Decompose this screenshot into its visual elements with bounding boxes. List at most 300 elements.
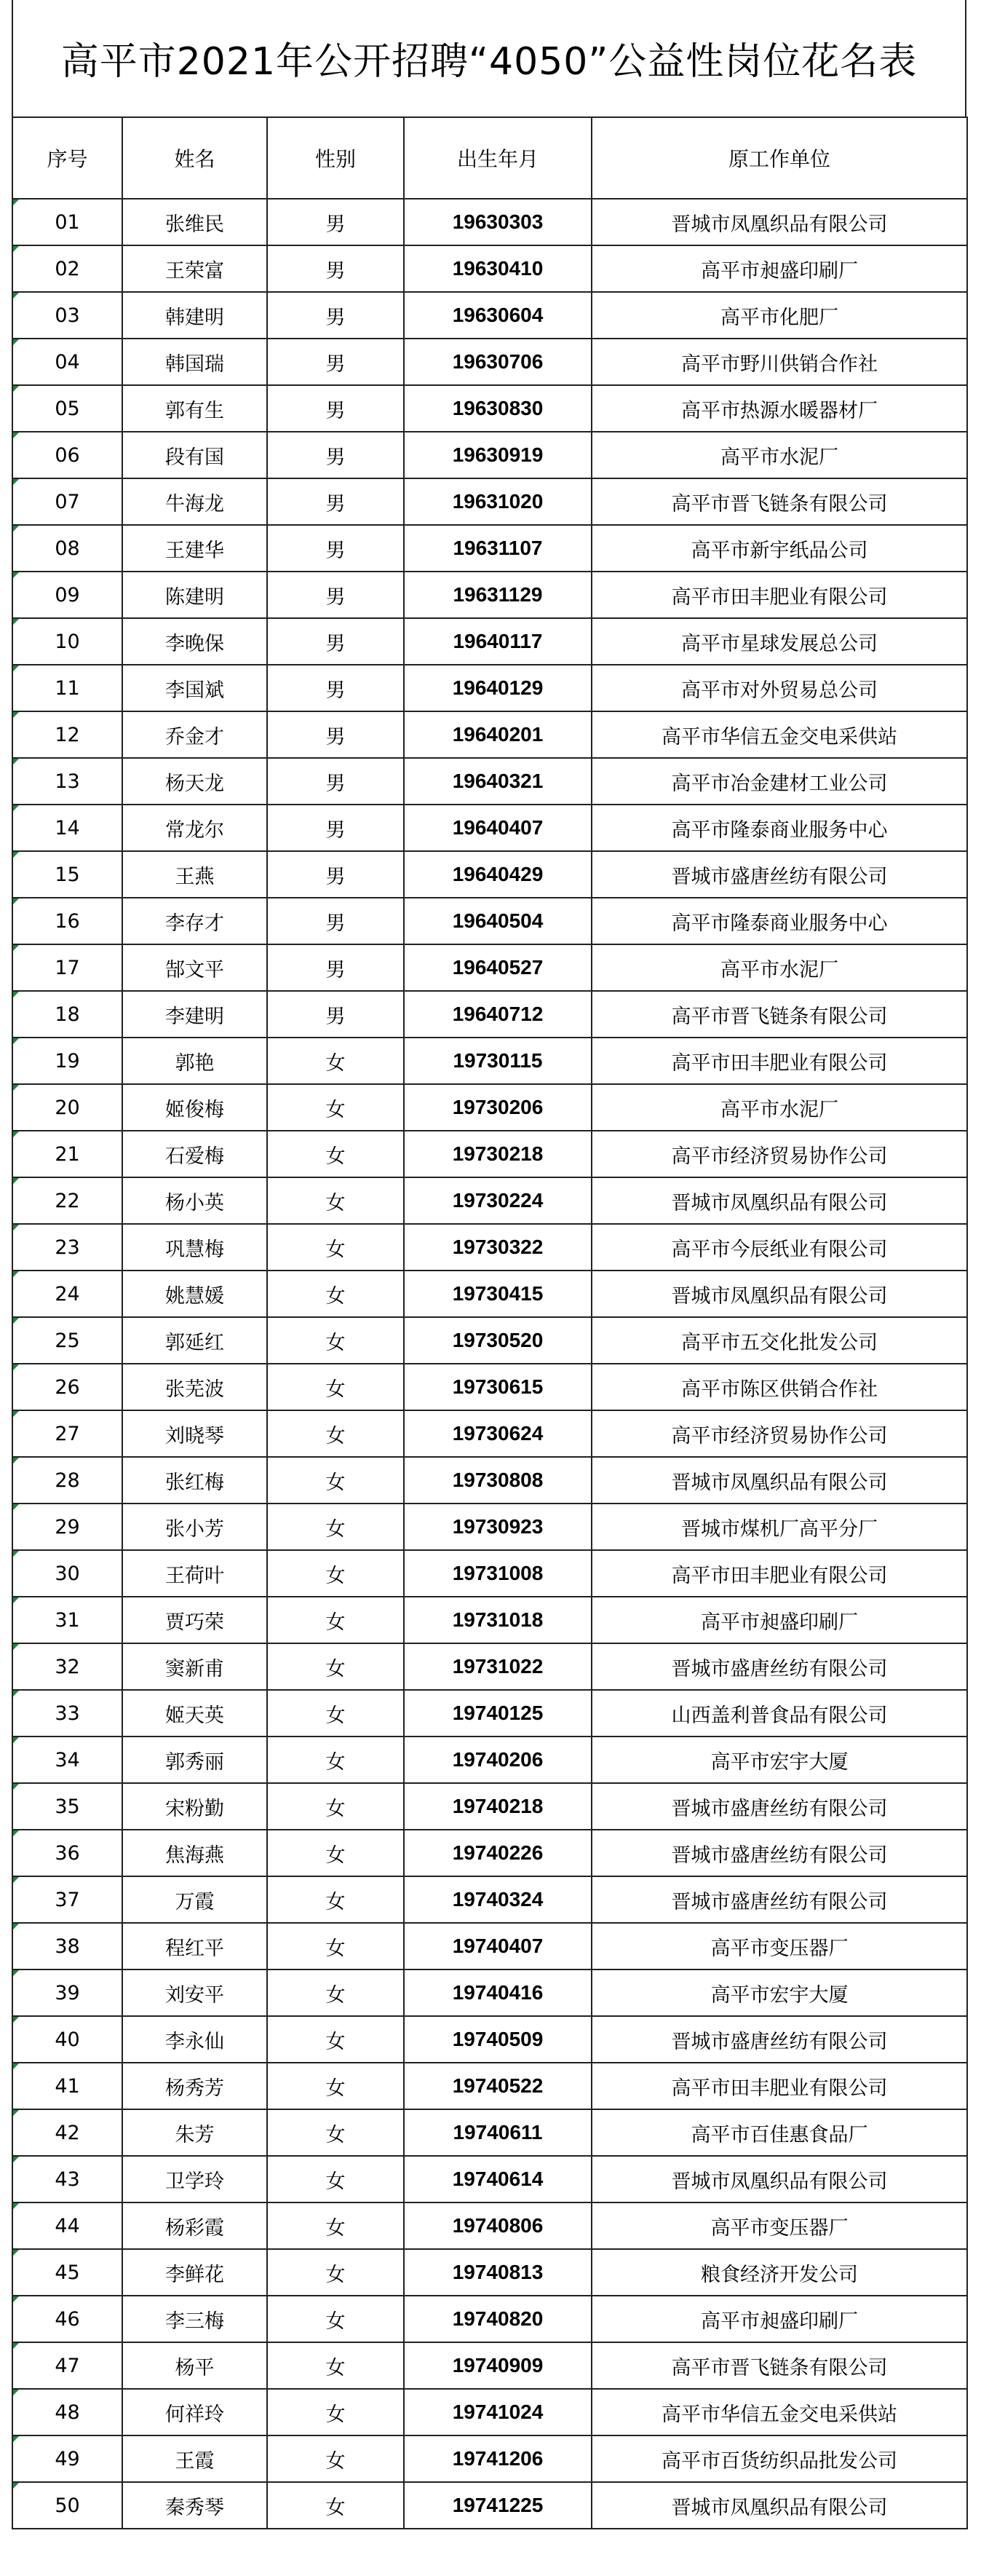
- cell-gender: 男: [267, 851, 404, 898]
- cell-name: 巩慧梅: [122, 1224, 267, 1271]
- cell-name: 杨彩霞: [122, 2202, 267, 2249]
- table-row: [12, 1177, 967, 1224]
- cell-seq: 32: [12, 1643, 122, 1690]
- cell-seq: 22: [12, 1177, 122, 1224]
- cell-seq: 28: [12, 1457, 122, 1504]
- cell-birth-date: 19730218: [404, 1131, 592, 1177]
- cell-birth-date: 19741206: [404, 2435, 592, 2482]
- cell-name: 姬天英: [122, 1690, 267, 1737]
- cell-birth-date: 19730322: [404, 1224, 592, 1271]
- cell-seq: 16: [12, 898, 122, 944]
- cell-gender: 女: [267, 1643, 404, 1690]
- cell-birth-date: 19630410: [404, 245, 592, 292]
- cell-seq: 36: [12, 1830, 122, 1876]
- cell-birth-date: 19740614: [404, 2156, 592, 2202]
- table-row: [12, 339, 967, 385]
- cell-name: 韩建明: [122, 292, 267, 339]
- cell-birth-date: 19640321: [404, 758, 592, 805]
- cell-birth-date: 19730224: [404, 1177, 592, 1224]
- cell-seq: 38: [12, 1923, 122, 1969]
- cell-name: 杨小英: [122, 1177, 267, 1224]
- cell-name: 郜文平: [122, 944, 267, 991]
- cell-gender: 女: [267, 2389, 404, 2435]
- cell-former-employer: 晋城市盛唐丝纺有限公司: [592, 851, 967, 898]
- cell-former-employer: 高平市晋飞链条有限公司: [592, 478, 967, 525]
- cell-former-employer: 高平市宏宇大厦: [592, 1969, 967, 2016]
- cell-gender: 女: [267, 1690, 404, 1737]
- cell-name: 郭有生: [122, 385, 267, 432]
- cell-birth-date: 19740522: [404, 2063, 592, 2109]
- cell-gender: 女: [267, 2063, 404, 2109]
- header-row: [12, 117, 967, 199]
- cell-former-employer: 高平市宏宇大厦: [592, 1737, 967, 1783]
- cell-birth-date: 19731022: [404, 1643, 592, 1690]
- cell-former-employer: 晋城市煤机厂高平分厂: [592, 1504, 967, 1550]
- cell-gender: 女: [267, 1410, 404, 1457]
- cell-gender: 女: [267, 1131, 404, 1177]
- table-row: [12, 2063, 967, 2109]
- cell-seq: 41: [12, 2063, 122, 2109]
- cell-former-employer: 晋城市盛唐丝纺有限公司: [592, 1876, 967, 1923]
- cell-gender: 男: [267, 525, 404, 572]
- cell-gender: 女: [267, 1084, 404, 1131]
- cell-gender: 女: [267, 2249, 404, 2296]
- cell-name: 段有国: [122, 432, 267, 478]
- table-row: [12, 2342, 967, 2389]
- table-row: [12, 2389, 967, 2435]
- cell-seq: 18: [12, 991, 122, 1038]
- cell-seq: 14: [12, 805, 122, 851]
- table-row: [12, 432, 967, 478]
- cell-gender: 女: [267, 2016, 404, 2063]
- table-row: [12, 1410, 967, 1457]
- cell-name: 贾巧荣: [122, 1597, 267, 1643]
- cell-seq: 23: [12, 1224, 122, 1271]
- cell-seq: 11: [12, 665, 122, 711]
- cell-former-employer: 高平市华信五金交电采供站: [592, 2389, 967, 2435]
- cell-birth-date: 19730520: [404, 1317, 592, 1364]
- cell-gender: 女: [267, 1923, 404, 1969]
- table-body: [12, 199, 967, 2529]
- cell-name: 李鲜花: [122, 2249, 267, 2296]
- cell-former-employer: 高平市田丰肥业有限公司: [592, 2063, 967, 2109]
- cell-former-employer: 高平市水泥厂: [592, 944, 967, 991]
- cell-birth-date: 19730615: [404, 1364, 592, 1410]
- cell-birth-date: 19640407: [404, 805, 592, 851]
- cell-seq: 42: [12, 2109, 122, 2156]
- cell-seq: 29: [12, 1504, 122, 1550]
- cell-name: 张芜波: [122, 1364, 267, 1410]
- cell-name: 王燕: [122, 851, 267, 898]
- cell-name: 常龙尔: [122, 805, 267, 851]
- cell-name: 王建华: [122, 525, 267, 572]
- cell-seq: 49: [12, 2435, 122, 2482]
- cell-former-employer: 高平市对外贸易总公司: [592, 665, 967, 711]
- table-row: [12, 199, 967, 245]
- cell-name: 焦海燕: [122, 1830, 267, 1876]
- cell-birth-date: 19740218: [404, 1783, 592, 1830]
- table-row: [12, 1084, 967, 1131]
- cell-birth-date: 19631107: [404, 525, 592, 572]
- cell-seq: 24: [12, 1271, 122, 1317]
- cell-name: 张小芳: [122, 1504, 267, 1550]
- cell-name: 杨平: [122, 2342, 267, 2389]
- cell-former-employer: 高平市经济贸易协作公司: [592, 1131, 967, 1177]
- cell-birth-date: 19730206: [404, 1084, 592, 1131]
- header-name: 姓名: [122, 117, 267, 199]
- cell-gender: 男: [267, 199, 404, 245]
- cell-gender: 男: [267, 572, 404, 618]
- cell-seq: 03: [12, 292, 122, 339]
- cell-gender: 女: [267, 2296, 404, 2342]
- cell-former-employer: 山西盖利普食品有限公司: [592, 1690, 967, 1737]
- cell-name: 乔金才: [122, 711, 267, 758]
- cell-birth-date: 19741225: [404, 2482, 592, 2529]
- cell-name: 何祥玲: [122, 2389, 267, 2435]
- cell-former-employer: 高平市星球发展总公司: [592, 618, 967, 665]
- cell-gender: 男: [267, 478, 404, 525]
- table-row: [12, 1737, 967, 1783]
- cell-name: 宋粉勤: [122, 1783, 267, 1830]
- cell-name: 石爱梅: [122, 1131, 267, 1177]
- table-row: [12, 898, 967, 944]
- cell-name: 程红平: [122, 1923, 267, 1969]
- cell-birth-date: 19640504: [404, 898, 592, 944]
- cell-seq: 43: [12, 2156, 122, 2202]
- cell-name: 郭延红: [122, 1317, 267, 1364]
- cell-seq: 46: [12, 2296, 122, 2342]
- header-gender: 性别: [267, 117, 404, 199]
- cell-gender: 女: [267, 1830, 404, 1876]
- cell-birth-date: 19630303: [404, 199, 592, 245]
- cell-name: 郭秀丽: [122, 1737, 267, 1783]
- cell-gender: 男: [267, 339, 404, 385]
- cell-seq: 35: [12, 1783, 122, 1830]
- cell-gender: 女: [267, 1177, 404, 1224]
- cell-birth-date: 19640429: [404, 851, 592, 898]
- cell-gender: 女: [267, 1271, 404, 1317]
- table-row: [12, 1923, 967, 1969]
- cell-former-employer: 高平市田丰肥业有限公司: [592, 1550, 967, 1597]
- cell-birth-date: 19730624: [404, 1410, 592, 1457]
- cell-birth-date: 19740820: [404, 2296, 592, 2342]
- cell-birth-date: 19640527: [404, 944, 592, 991]
- cell-name: 王霞: [122, 2435, 267, 2482]
- table-row: [12, 2482, 967, 2529]
- cell-gender: 女: [267, 2342, 404, 2389]
- cell-former-employer: 高平市隆泰商业服务中心: [592, 898, 967, 944]
- cell-name: 郭艳: [122, 1038, 267, 1084]
- table-row: [12, 1038, 967, 1084]
- page-title: 高平市2021年公开招聘“4050”公益性岗位花名表: [12, 0, 966, 116]
- cell-former-employer: 高平市昶盛印刷厂: [592, 1597, 967, 1643]
- cell-name: 王荷叶: [122, 1550, 267, 1597]
- cell-gender: 女: [267, 1876, 404, 1923]
- cell-seq: 44: [12, 2202, 122, 2249]
- cell-name: 韩国瑞: [122, 339, 267, 385]
- table-row: [12, 385, 967, 432]
- cell-birth-date: 19740611: [404, 2109, 592, 2156]
- table-row: [12, 1830, 967, 1876]
- cell-gender: 女: [267, 2482, 404, 2529]
- cell-name: 李三梅: [122, 2296, 267, 2342]
- cell-seq: 04: [12, 339, 122, 385]
- cell-seq: 06: [12, 432, 122, 478]
- cell-birth-date: 19740407: [404, 1923, 592, 1969]
- table-row: [12, 1876, 967, 1923]
- table-row: [12, 572, 967, 618]
- table-row: [12, 2435, 967, 2482]
- cell-name: 牛海龙: [122, 478, 267, 525]
- cell-seq: 47: [12, 2342, 122, 2389]
- table-row: [12, 665, 967, 711]
- cell-gender: 女: [267, 2109, 404, 2156]
- cell-gender: 男: [267, 385, 404, 432]
- cell-seq: 27: [12, 1410, 122, 1457]
- cell-birth-date: 19730923: [404, 1504, 592, 1550]
- cell-birth-date: 19630604: [404, 292, 592, 339]
- cell-former-employer: 高平市化肥厂: [592, 292, 967, 339]
- cell-gender: 女: [267, 1317, 404, 1364]
- cell-birth-date: 19631129: [404, 572, 592, 618]
- cell-former-employer: 晋城市凤凰织品有限公司: [592, 1177, 967, 1224]
- cell-seq: 15: [12, 851, 122, 898]
- table-row: [12, 2249, 967, 2296]
- cell-seq: 48: [12, 2389, 122, 2435]
- cell-name: 张红梅: [122, 1457, 267, 1504]
- cell-name: 窦新甫: [122, 1643, 267, 1690]
- table-row: [12, 1457, 967, 1504]
- cell-name: 李晚保: [122, 618, 267, 665]
- cell-gender: 男: [267, 805, 404, 851]
- cell-birth-date: 19740909: [404, 2342, 592, 2389]
- cell-former-employer: 晋城市凤凰织品有限公司: [592, 2156, 967, 2202]
- cell-gender: 男: [267, 758, 404, 805]
- cell-former-employer: 高平市冶金建材工业公司: [592, 758, 967, 805]
- cell-name: 王荣富: [122, 245, 267, 292]
- cell-birth-date: 19740206: [404, 1737, 592, 1783]
- cell-seq: 50: [12, 2482, 122, 2529]
- table-row: [12, 991, 967, 1038]
- cell-former-employer: 高平市五交化批发公司: [592, 1317, 967, 1364]
- cell-name: 卫学玲: [122, 2156, 267, 2202]
- roster-sheet: [12, 0, 966, 2529]
- table-row: [12, 2296, 967, 2342]
- table-row: [12, 1783, 967, 1830]
- cell-gender: 女: [267, 1783, 404, 1830]
- table-row: [12, 944, 967, 991]
- cell-seq: 34: [12, 1737, 122, 1783]
- cell-seq: 39: [12, 1969, 122, 2016]
- cell-name: 刘晓琴: [122, 1410, 267, 1457]
- table-row: [12, 1597, 967, 1643]
- header-birth-date: 出生年月: [404, 117, 592, 199]
- cell-seq: 31: [12, 1597, 122, 1643]
- cell-birth-date: 19630830: [404, 385, 592, 432]
- cell-seq: 02: [12, 245, 122, 292]
- cell-name: 姚慧媛: [122, 1271, 267, 1317]
- cell-former-employer: 晋城市盛唐丝纺有限公司: [592, 1830, 967, 1876]
- table-row: [12, 2202, 967, 2249]
- cell-seq: 05: [12, 385, 122, 432]
- cell-birth-date: 19640201: [404, 711, 592, 758]
- cell-former-employer: 高平市昶盛印刷厂: [592, 2296, 967, 2342]
- cell-former-employer: 晋城市凤凰织品有限公司: [592, 1457, 967, 1504]
- cell-birth-date: 19740813: [404, 2249, 592, 2296]
- table-row: [12, 851, 967, 898]
- table-row: [12, 1504, 967, 1550]
- cell-seq: 09: [12, 572, 122, 618]
- cell-former-employer: 高平市百货纺织品批发公司: [592, 2435, 967, 2482]
- table-row: [12, 2156, 967, 2202]
- cell-former-employer: 晋城市凤凰织品有限公司: [592, 199, 967, 245]
- cell-birth-date: 19740806: [404, 2202, 592, 2249]
- table-header: [12, 117, 967, 199]
- table-row: [12, 1224, 967, 1271]
- cell-former-employer: 高平市华信五金交电采供站: [592, 711, 967, 758]
- cell-gender: 男: [267, 991, 404, 1038]
- cell-former-employer: 晋城市凤凰织品有限公司: [592, 1271, 967, 1317]
- cell-gender: 男: [267, 432, 404, 478]
- cell-seq: 10: [12, 618, 122, 665]
- cell-former-employer: 高平市热源水暖器材厂: [592, 385, 967, 432]
- table-row: [12, 1131, 967, 1177]
- table-row: [12, 245, 967, 292]
- cell-former-employer: 高平市田丰肥业有限公司: [592, 572, 967, 618]
- cell-birth-date: 19640117: [404, 618, 592, 665]
- cell-gender: 男: [267, 944, 404, 991]
- cell-name: 秦秀琴: [122, 2482, 267, 2529]
- table-row: [12, 711, 967, 758]
- cell-gender: 女: [267, 2202, 404, 2249]
- cell-seq: 08: [12, 525, 122, 572]
- cell-birth-date: 19740226: [404, 1830, 592, 1876]
- cell-birth-date: 19740324: [404, 1876, 592, 1923]
- cell-name: 万霞: [122, 1876, 267, 1923]
- table-row: [12, 1317, 967, 1364]
- cell-birth-date: 19731008: [404, 1550, 592, 1597]
- cell-former-employer: 高平市经济贸易协作公司: [592, 1410, 967, 1457]
- cell-name: 李存才: [122, 898, 267, 944]
- cell-seq: 33: [12, 1690, 122, 1737]
- cell-gender: 女: [267, 1038, 404, 1084]
- cell-birth-date: 19730115: [404, 1038, 592, 1084]
- cell-former-employer: 高平市水泥厂: [592, 432, 967, 478]
- cell-birth-date: 19630919: [404, 432, 592, 478]
- cell-name: 朱芳: [122, 2109, 267, 2156]
- cell-former-employer: 高平市野川供销合作社: [592, 339, 967, 385]
- cell-birth-date: 19640712: [404, 991, 592, 1038]
- cell-gender: 男: [267, 665, 404, 711]
- cell-gender: 男: [267, 292, 404, 339]
- cell-former-employer: 高平市晋飞链条有限公司: [592, 991, 967, 1038]
- table-row: [12, 1271, 967, 1317]
- cell-former-employer: 高平市变压器厂: [592, 2202, 967, 2249]
- cell-seq: 30: [12, 1550, 122, 1597]
- cell-former-employer: 高平市陈区供销合作社: [592, 1364, 967, 1410]
- cell-seq: 19: [12, 1038, 122, 1084]
- cell-former-employer: 高平市百佳惠食品厂: [592, 2109, 967, 2156]
- cell-former-employer: 高平市田丰肥业有限公司: [592, 1038, 967, 1084]
- cell-birth-date: 19740509: [404, 2016, 592, 2063]
- cell-name: 李永仙: [122, 2016, 267, 2063]
- table-row: [12, 618, 967, 665]
- table-row: [12, 1690, 967, 1737]
- table-row: [12, 1550, 967, 1597]
- cell-birth-date: 19630706: [404, 339, 592, 385]
- cell-former-employer: 粮食经济开发公司: [592, 2249, 967, 2296]
- table-row: [12, 525, 967, 572]
- table-row: [12, 1364, 967, 1410]
- table-row: [12, 478, 967, 525]
- cell-seq: 45: [12, 2249, 122, 2296]
- cell-seq: 13: [12, 758, 122, 805]
- cell-gender: 女: [267, 1969, 404, 2016]
- cell-birth-date: 19740416: [404, 1969, 592, 2016]
- cell-former-employer: 高平市今辰纸业有限公司: [592, 1224, 967, 1271]
- cell-gender: 女: [267, 1224, 404, 1271]
- table-row: [12, 805, 967, 851]
- cell-seq: 12: [12, 711, 122, 758]
- cell-name: 杨天龙: [122, 758, 267, 805]
- table-row: [12, 2109, 967, 2156]
- cell-birth-date: 19730415: [404, 1271, 592, 1317]
- cell-gender: 女: [267, 1737, 404, 1783]
- header-seq: 序号: [12, 117, 122, 199]
- table-row: [12, 2016, 967, 2063]
- cell-seq: 07: [12, 478, 122, 525]
- cell-former-employer: 晋城市盛唐丝纺有限公司: [592, 2016, 967, 2063]
- cell-birth-date: 19741024: [404, 2389, 592, 2435]
- cell-gender: 男: [267, 898, 404, 944]
- cell-former-employer: 晋城市盛唐丝纺有限公司: [592, 1783, 967, 1830]
- cell-name: 张维民: [122, 199, 267, 245]
- cell-name: 李建明: [122, 991, 267, 1038]
- cell-gender: 男: [267, 618, 404, 665]
- cell-gender: 女: [267, 2156, 404, 2202]
- cell-birth-date: 19731018: [404, 1597, 592, 1643]
- cell-seq: 17: [12, 944, 122, 991]
- cell-gender: 男: [267, 711, 404, 758]
- cell-seq: 21: [12, 1131, 122, 1177]
- table-row: [12, 1969, 967, 2016]
- roster-table: [12, 116, 968, 2529]
- cell-name: 刘安平: [122, 1969, 267, 2016]
- cell-gender: 女: [267, 1550, 404, 1597]
- cell-gender: 女: [267, 1504, 404, 1550]
- cell-former-employer: 高平市隆泰商业服务中心: [592, 805, 967, 851]
- cell-name: 李国斌: [122, 665, 267, 711]
- cell-birth-date: 19730808: [404, 1457, 592, 1504]
- cell-seq: 25: [12, 1317, 122, 1364]
- cell-former-employer: 高平市变压器厂: [592, 1923, 967, 1969]
- cell-former-employer: 高平市昶盛印刷厂: [592, 245, 967, 292]
- cell-seq: 37: [12, 1876, 122, 1923]
- cell-gender: 女: [267, 1457, 404, 1504]
- cell-former-employer: 晋城市盛唐丝纺有限公司: [592, 1643, 967, 1690]
- cell-birth-date: 19640129: [404, 665, 592, 711]
- cell-seq: 01: [12, 199, 122, 245]
- cell-name: 姬俊梅: [122, 1084, 267, 1131]
- cell-former-employer: 晋城市凤凰织品有限公司: [592, 2482, 967, 2529]
- table-row: [12, 758, 967, 805]
- cell-gender: 女: [267, 1364, 404, 1410]
- cell-gender: 男: [267, 245, 404, 292]
- table-row: [12, 292, 967, 339]
- cell-gender: 女: [267, 2435, 404, 2482]
- cell-former-employer: 高平市水泥厂: [592, 1084, 967, 1131]
- table-row: [12, 1643, 967, 1690]
